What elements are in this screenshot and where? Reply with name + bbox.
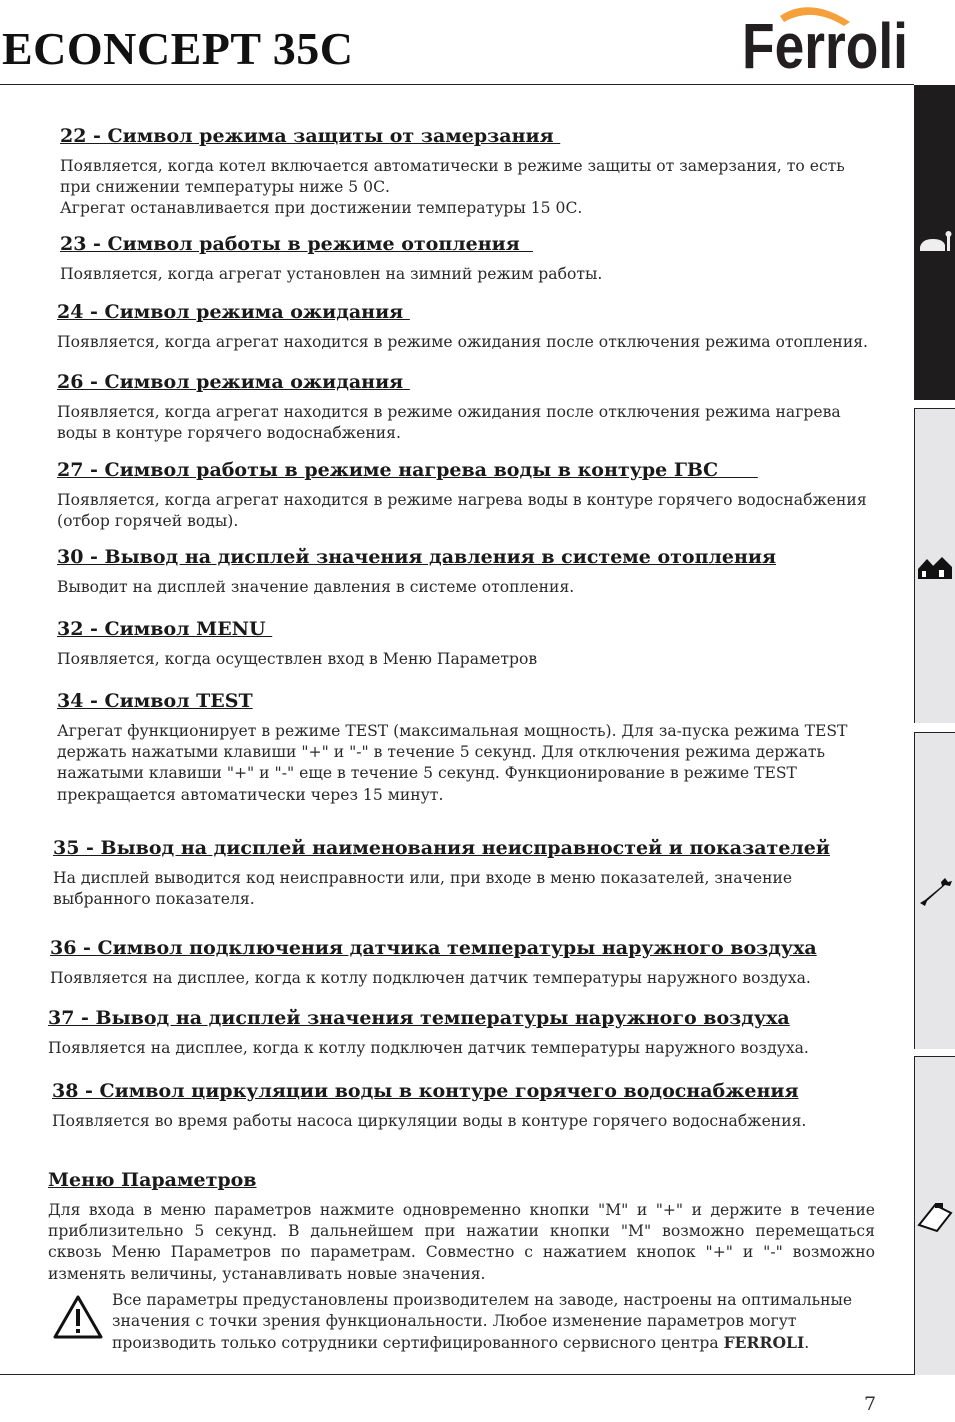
section-heading: 30 - Вывод на дисплей значения давления в системе отопления (57, 546, 777, 568)
warning-text (112, 1290, 852, 1355)
section-text-line: Агрегат останавливается при достижении температуры 15 0С. (60, 199, 583, 218)
section-heading: 36 - Символ подключения датчика температуры наружного воздуха (50, 937, 817, 959)
wrench-icon (917, 873, 953, 909)
menu-heading: Меню Параметров (48, 1169, 257, 1191)
section-text-line: выбранного показателя. (53, 890, 255, 909)
section-heading: 27 - Символ работы в режиме нагрева воды в контуре ГВС (57, 459, 758, 481)
section-text-line: держать нажатыми клавиши "+" и "-" в течение 5 секунд. Для отключения режима держать (57, 743, 826, 762)
brand-name: FERROLI (723, 1333, 805, 1353)
section-text-line: Появляется на дисплее, когда к котлу подключен датчик температуры наружного воздуха. (50, 969, 811, 987)
section-text-line: при снижении температуры ниже 5 0С. (60, 178, 390, 197)
section-text-line: Появляется, когда осуществлен вход в Меню Параметров (57, 650, 538, 668)
section-text-line: Появляется, когда котел включается автоматически в режиме защиты от замерзания, то есть (60, 157, 845, 175)
footer-rule (0, 1374, 914, 1375)
section-heading: 22 - Символ режима защиты от замерзания (60, 125, 561, 147)
section-heading: 37 - Вывод на дисплей значения температуры наружного воздуха (48, 1007, 790, 1029)
warning-line: Все параметры предустановлены производителем на заводе, настроены на оптимальные (112, 1291, 853, 1309)
symbol-section (57, 458, 867, 532)
header-rule (0, 84, 914, 85)
section-heading: 32 - Символ MENU (57, 618, 273, 640)
boiler-icon (917, 225, 953, 261)
svg-text:Ferroli: Ferroli (742, 10, 908, 82)
section-heading: 23 - Символ работы в режиме отопления (60, 233, 533, 255)
section-text-line: Агрегат функционирует в режиме TEST (максимальная мощность). Для за-пуска режима TEST (57, 722, 848, 740)
menu-section (48, 1168, 875, 1285)
menu-line: сквозь Меню Параметров по параметрам. Совместно с нажатием кнопок "+" и "-" возможно (48, 1243, 875, 1262)
section-text-line: (отбор горячей воды). (57, 512, 239, 531)
menu-line: изменять величины, устанавливать новые значения. (48, 1264, 486, 1283)
symbol-section (57, 689, 847, 806)
section-text-line: Появляется, когда агрегат находится в режиме ожидания после отключения режима нагрева (57, 403, 841, 421)
section-text-line: Появляется, когда агрегат находится в режиме нагрева воды в контуре горячего водоснабжения (57, 491, 867, 509)
sidebar-tab-technical (914, 1056, 955, 1375)
ferroli-logo (740, 0, 915, 82)
page-number: 7 (864, 1393, 877, 1415)
symbol-section (60, 124, 845, 220)
section-text-line: На дисплей выводится код неисправности или, при входе в меню показателей, значение (53, 869, 793, 887)
symbol-section (57, 370, 841, 444)
document-title: ECONCEPT 35C (2, 23, 354, 74)
section-heading: 38 - Символ циркуляции воды в контуре горячего водоснабжения (52, 1080, 799, 1102)
section-text-line: нажатыми клавиши "+" и "-" еще в течение 5 секунд. Функционирование в режиме TEST (57, 764, 797, 783)
symbol-section (57, 300, 868, 353)
symbol-section (57, 617, 537, 670)
section-heading: 34 - Символ TEST (57, 690, 253, 712)
section-heading: 35 - Вывод на дисплей наименования неисправностей и показателей (53, 837, 830, 859)
menu-line: приблизительно 5 секунд. В дальнейшем при нажатии кнопки "M" возможно перемещаться (48, 1222, 875, 1241)
warning-line (112, 1332, 852, 1354)
section-text-line: Появляется во время работы насоса циркуляции воды в контуре горячего водоснабжения. (52, 1112, 807, 1130)
section-text-line: воды в контуре горячего водоснабжения. (57, 424, 401, 443)
section-heading: 26 - Символ режима ожидания (57, 371, 410, 393)
sidebar-tab-service (914, 732, 955, 1049)
section-text-line: Появляется на дисплее, когда к котлу подключен датчик температуры наружного воздуха. (48, 1039, 809, 1057)
section-heading: 24 - Символ режима ожидания (57, 301, 410, 323)
warning-icon (52, 1294, 104, 1340)
clipboard-icon (917, 1197, 953, 1233)
section-text-line: Появляется, когда агрегат находится в режиме ожидания после отключения режима отопления. (57, 333, 869, 351)
warning-line: значения с точки зрения функциональности. Любое изменение параметров могут (112, 1312, 797, 1331)
houses-icon (917, 549, 953, 585)
symbol-section (50, 936, 817, 989)
warning-line-text: производить только сотрудники сертифицированного сервисного центра (112, 1334, 724, 1353)
sidebar-tab-installation (914, 408, 955, 723)
menu-line: Для входа в меню параметров нажмите одновременно кнопки "M" и "+" и держите в течение (48, 1201, 875, 1219)
sidebar-tab-user (914, 85, 955, 400)
symbol-section (48, 1006, 809, 1059)
section-text-line: прекращается автоматически через 15 минут. (57, 785, 444, 804)
warning-line-end: . (804, 1334, 810, 1353)
symbol-section (52, 1079, 806, 1132)
symbol-section (53, 836, 830, 910)
symbol-section (60, 232, 602, 285)
symbol-section (57, 545, 776, 598)
section-text-line: Появляется, когда агрегат установлен на зимний режим работы. (60, 265, 603, 283)
section-text-line: Выводит на дисплей значение давления в системе отопления. (57, 578, 575, 596)
